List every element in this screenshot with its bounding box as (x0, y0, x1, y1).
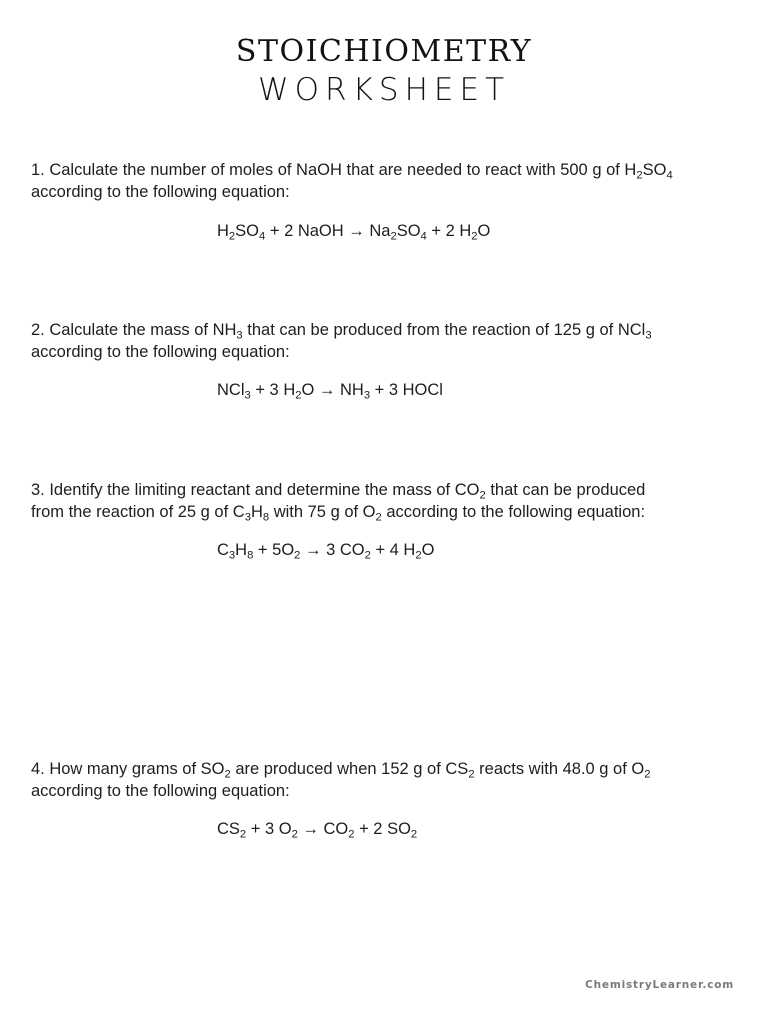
question-3-equation: $C_3H_8 + 5O_2 \to 3$ $CO_2 + 4$ $H_2O$ (217, 541, 435, 562)
question-3 (31, 479, 741, 523)
question-2-equation: NCl$_3$ + 3 $H_2O \to NH_3 + 3$ HOCl (217, 381, 443, 402)
question-1 (31, 159, 741, 203)
question-4 (31, 758, 741, 802)
question-1-equation: $H_2SO_4 + 2$ NaOH → $Na_2SO_4 + 2$ $H_2O$ (217, 222, 491, 243)
question-4-equation: $CS_2 + 3$ $O_2 \to CO_2 + 2$ $SO_2$ (217, 820, 418, 841)
site-watermark: ChemistryLearner.com (585, 979, 734, 991)
question-3-text: 3. Identify the limiting reactant and determine the mass of $CO_2$ that can be produced from the reaction of 25 g of $C_3H_8$ with 75 g of $O_2$ according to the following equation: (31, 481, 646, 524)
question-2-text: 2. Calculate the mass of $NH_3$ that can be produced from the reaction of 125 g of NCl$_3$ according to the following equation: (31, 321, 652, 361)
question-2 (31, 319, 741, 363)
question-1-text: 1. Calculate the number of moles of NaOH that are needed to react with 500 g of $H_2SO_4$ according to the following equation: (31, 161, 673, 201)
question-4-text: 4. How many grams of $SO_2$ are produced when 152 g of $CS_2$ reacts with 48.0 g of $O_2$ according to the following equation: (31, 760, 651, 800)
worksheet-title-line-1: STOICHIOMETRY (235, 34, 533, 69)
worksheet-title-line-2: WORKSHEET (257, 72, 511, 108)
